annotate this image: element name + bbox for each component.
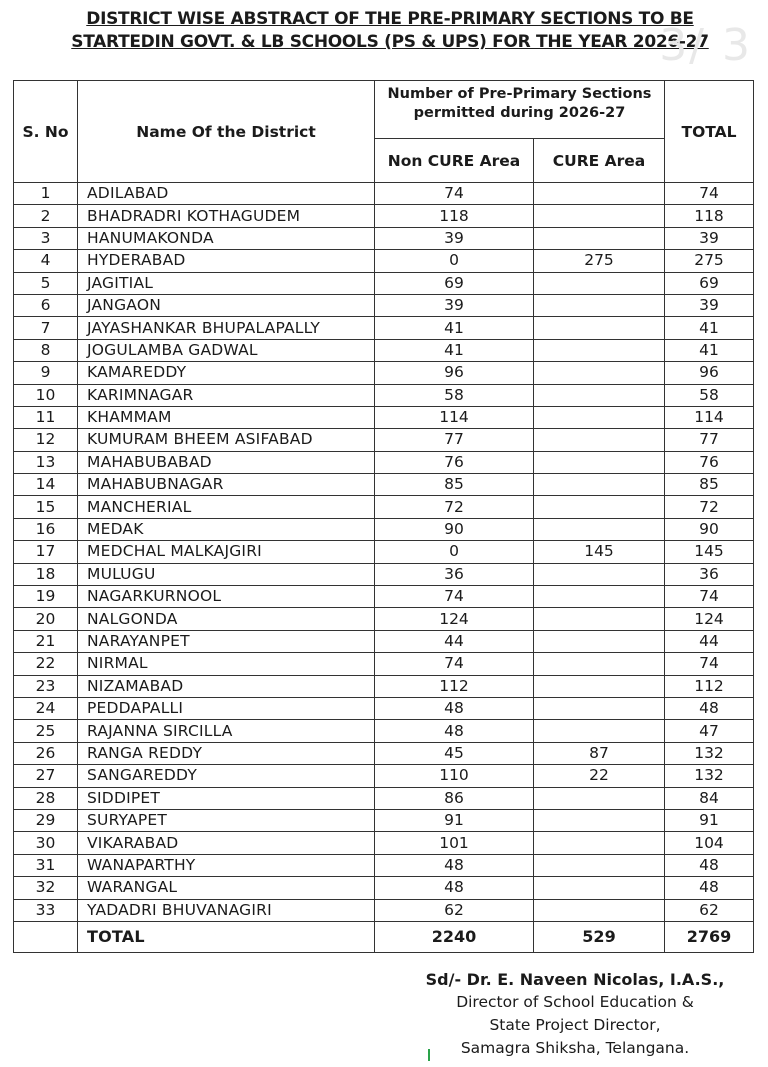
row-sno: 33 [14, 899, 78, 921]
row-sno: 27 [14, 765, 78, 787]
row-sno: 17 [14, 541, 78, 563]
row-district-name: NALGONDA [78, 608, 375, 630]
totals-sno [14, 921, 78, 952]
row-total: 90 [665, 518, 754, 540]
row-district-name: KARIMNAGAR [78, 384, 375, 406]
totals-row [14, 921, 754, 952]
table-row [14, 563, 754, 585]
totals-non-cure: 2240 [375, 921, 534, 952]
row-non-cure: 110 [375, 765, 534, 787]
row-non-cure: 0 [375, 541, 534, 563]
document-title [30, 8, 750, 54]
row-district-name: YADADRI BHUVANAGIRI [78, 899, 375, 921]
row-district-name: KUMURAM BHEEM ASIFABAD [78, 429, 375, 451]
row-cure [534, 608, 665, 630]
row-cure [534, 563, 665, 585]
row-sno: 8 [14, 339, 78, 361]
row-cure [534, 362, 665, 384]
row-sno: 29 [14, 809, 78, 831]
row-sno: 5 [14, 272, 78, 294]
row-total: 39 [665, 294, 754, 316]
header-sno: S. No [14, 81, 78, 183]
signature-designation-1: Director of School Education & [456, 993, 694, 1011]
table-row [14, 608, 754, 630]
row-non-cure: 48 [375, 720, 534, 742]
row-non-cure: 74 [375, 653, 534, 675]
row-sno: 20 [14, 608, 78, 630]
row-non-cure: 0 [375, 250, 534, 272]
row-sno: 13 [14, 451, 78, 473]
table-row [14, 250, 754, 272]
row-sno: 32 [14, 877, 78, 899]
table-row [14, 720, 754, 742]
row-total: 104 [665, 832, 754, 854]
row-cure [534, 809, 665, 831]
row-non-cure: 41 [375, 339, 534, 361]
row-cure: 22 [534, 765, 665, 787]
row-total: 132 [665, 765, 754, 787]
row-non-cure: 114 [375, 406, 534, 428]
row-total: 72 [665, 496, 754, 518]
row-total: 85 [665, 474, 754, 496]
row-total: 69 [665, 272, 754, 294]
row-cure [534, 854, 665, 876]
table-row [14, 653, 754, 675]
table-row [14, 832, 754, 854]
row-district-name: VIKARABAD [78, 832, 375, 854]
row-non-cure: 39 [375, 294, 534, 316]
row-district-name: WARANGAL [78, 877, 375, 899]
row-cure [534, 339, 665, 361]
header-district: Name Of the District [78, 81, 375, 183]
row-non-cure: 91 [375, 809, 534, 831]
table-row [14, 742, 754, 764]
row-total: 124 [665, 608, 754, 630]
row-total: 58 [665, 384, 754, 406]
row-non-cure: 118 [375, 205, 534, 227]
row-sno: 10 [14, 384, 78, 406]
header-group: Number of Pre-Primary Sections permitted during 2026-27 [375, 81, 665, 139]
header-cure: CURE Area [534, 139, 665, 183]
row-district-name: NIZAMABAD [78, 675, 375, 697]
row-sno: 3 [14, 227, 78, 249]
row-non-cure: 74 [375, 586, 534, 608]
row-non-cure: 36 [375, 563, 534, 585]
row-total: 62 [665, 899, 754, 921]
table-row [14, 765, 754, 787]
header-total: TOTAL [665, 81, 754, 183]
row-sno: 22 [14, 653, 78, 675]
table-row [14, 541, 754, 563]
table-row [14, 406, 754, 428]
table-row [14, 183, 754, 205]
row-district-name: HYDERABAD [78, 250, 375, 272]
row-sno: 7 [14, 317, 78, 339]
row-sno: 26 [14, 742, 78, 764]
row-district-name: JOGULAMBA GADWAL [78, 339, 375, 361]
signature-block [385, 968, 765, 1060]
row-district-name: BHADRADRI KOTHAGUDEM [78, 205, 375, 227]
page-watermark: 3/ 3 [659, 20, 752, 71]
row-sno: 12 [14, 429, 78, 451]
row-cure [534, 496, 665, 518]
row-non-cure: 45 [375, 742, 534, 764]
row-cure [534, 474, 665, 496]
row-cure: 145 [534, 541, 665, 563]
table-row [14, 429, 754, 451]
row-non-cure: 76 [375, 451, 534, 473]
row-district-name: SURYAPET [78, 809, 375, 831]
row-cure [534, 586, 665, 608]
row-total: 84 [665, 787, 754, 809]
row-sno: 1 [14, 183, 78, 205]
row-total: 74 [665, 653, 754, 675]
table-body [14, 183, 754, 922]
table-row [14, 630, 754, 652]
row-district-name: KAMAREDDY [78, 362, 375, 384]
row-district-name: WANAPARTHY [78, 854, 375, 876]
header-non-cure: Non CURE Area [375, 139, 534, 183]
title-line-1: DISTRICT WISE ABSTRACT OF THE PRE-PRIMARY SECTIONS TO BE [86, 9, 694, 29]
row-total: 36 [665, 563, 754, 585]
signature-designation-3: Samagra Shiksha, Telangana. [460, 1039, 690, 1057]
row-cure: 275 [534, 250, 665, 272]
row-total: 76 [665, 451, 754, 473]
row-non-cure: 96 [375, 362, 534, 384]
row-total: 48 [665, 877, 754, 899]
row-sno: 30 [14, 832, 78, 854]
row-non-cure: 44 [375, 630, 534, 652]
row-non-cure: 41 [375, 317, 534, 339]
table-row [14, 384, 754, 406]
row-district-name: RAJANNA SIRCILLA [78, 720, 375, 742]
row-cure [534, 518, 665, 540]
row-total: 74 [665, 183, 754, 205]
table-row [14, 227, 754, 249]
row-total: 39 [665, 227, 754, 249]
row-total: 77 [665, 429, 754, 451]
row-total: 145 [665, 541, 754, 563]
row-cure [534, 317, 665, 339]
row-non-cure: 39 [375, 227, 534, 249]
row-district-name: MANCHERIAL [78, 496, 375, 518]
row-cure [534, 272, 665, 294]
table-row [14, 451, 754, 473]
signature-name: Sd/- Dr. E. Naveen Nicolas, I.A.S., [425, 970, 725, 989]
table-row [14, 362, 754, 384]
table-row [14, 675, 754, 697]
row-district-name: MEDAK [78, 518, 375, 540]
row-cure: 87 [534, 742, 665, 764]
row-sno: 23 [14, 675, 78, 697]
row-sno: 21 [14, 630, 78, 652]
signature-designation-2: State Project Director, [489, 1016, 661, 1034]
row-sno: 31 [14, 854, 78, 876]
row-sno: 6 [14, 294, 78, 316]
table-row [14, 474, 754, 496]
table-row [14, 272, 754, 294]
row-cure [534, 183, 665, 205]
row-non-cure: 90 [375, 518, 534, 540]
row-district-name: JAGITIAL [78, 272, 375, 294]
row-sno: 11 [14, 406, 78, 428]
table-row [14, 317, 754, 339]
row-cure [534, 205, 665, 227]
row-total: 47 [665, 720, 754, 742]
row-non-cure: 101 [375, 832, 534, 854]
row-district-name: NIRMAL [78, 653, 375, 675]
row-district-name: SIDDIPET [78, 787, 375, 809]
row-district-name: MEDCHAL MALKAJGIRI [78, 541, 375, 563]
row-sno: 25 [14, 720, 78, 742]
row-non-cure: 48 [375, 854, 534, 876]
pen-mark [428, 1049, 430, 1061]
row-cure [534, 787, 665, 809]
row-cure [534, 697, 665, 719]
row-sno: 19 [14, 586, 78, 608]
row-sno: 16 [14, 518, 78, 540]
table-row [14, 697, 754, 719]
row-cure [534, 675, 665, 697]
row-total: 41 [665, 317, 754, 339]
row-sno: 9 [14, 362, 78, 384]
row-non-cure: 112 [375, 675, 534, 697]
row-sno: 15 [14, 496, 78, 518]
table-row [14, 899, 754, 921]
table-row [14, 518, 754, 540]
row-non-cure: 85 [375, 474, 534, 496]
row-non-cure: 74 [375, 183, 534, 205]
row-cure [534, 429, 665, 451]
row-total: 118 [665, 205, 754, 227]
table-row [14, 877, 754, 899]
table-row [14, 339, 754, 361]
row-sno: 18 [14, 563, 78, 585]
row-district-name: MULUGU [78, 563, 375, 585]
row-total: 112 [665, 675, 754, 697]
row-cure [534, 451, 665, 473]
row-district-name: PEDDAPALLI [78, 697, 375, 719]
row-district-name: NAGARKURNOOL [78, 586, 375, 608]
row-cure [534, 653, 665, 675]
row-non-cure: 86 [375, 787, 534, 809]
row-cure [534, 877, 665, 899]
row-sno: 28 [14, 787, 78, 809]
row-cure [534, 227, 665, 249]
row-district-name: RANGA REDDY [78, 742, 375, 764]
district-table [13, 80, 754, 953]
row-total: 41 [665, 339, 754, 361]
row-total: 48 [665, 697, 754, 719]
row-district-name: NARAYANPET [78, 630, 375, 652]
table-row [14, 205, 754, 227]
row-sno: 14 [14, 474, 78, 496]
row-cure [534, 384, 665, 406]
totals-cure: 529 [534, 921, 665, 952]
title-line-2: STARTEDIN GOVT. & LB SCHOOLS (PS & UPS) FOR THE YEAR 2026-27 [71, 32, 709, 52]
row-total: 275 [665, 250, 754, 272]
row-total: 132 [665, 742, 754, 764]
row-district-name: KHAMMAM [78, 406, 375, 428]
row-non-cure: 58 [375, 384, 534, 406]
row-cure [534, 294, 665, 316]
row-district-name: JAYASHANKAR BHUPALAPALLY [78, 317, 375, 339]
totals-label: TOTAL [78, 921, 375, 952]
row-total: 96 [665, 362, 754, 384]
totals-total: 2769 [665, 921, 754, 952]
table-row [14, 854, 754, 876]
table-row [14, 586, 754, 608]
row-non-cure: 69 [375, 272, 534, 294]
row-non-cure: 77 [375, 429, 534, 451]
row-non-cure: 62 [375, 899, 534, 921]
row-district-name: JANGAON [78, 294, 375, 316]
row-cure [534, 720, 665, 742]
table-row [14, 787, 754, 809]
row-total: 44 [665, 630, 754, 652]
row-total: 91 [665, 809, 754, 831]
row-district-name: SANGAREDDY [78, 765, 375, 787]
row-non-cure: 124 [375, 608, 534, 630]
row-sno: 4 [14, 250, 78, 272]
row-non-cure: 48 [375, 877, 534, 899]
table-row [14, 294, 754, 316]
row-sno: 2 [14, 205, 78, 227]
row-sno: 24 [14, 697, 78, 719]
row-cure [534, 899, 665, 921]
table-row [14, 809, 754, 831]
row-district-name: ADILABAD [78, 183, 375, 205]
row-total: 114 [665, 406, 754, 428]
row-cure [534, 406, 665, 428]
row-district-name: HANUMAKONDA [78, 227, 375, 249]
row-cure [534, 630, 665, 652]
row-district-name: MAHABUBABAD [78, 451, 375, 473]
row-non-cure: 72 [375, 496, 534, 518]
row-total: 74 [665, 586, 754, 608]
row-cure [534, 832, 665, 854]
row-district-name: MAHABUBNAGAR [78, 474, 375, 496]
row-total: 48 [665, 854, 754, 876]
row-non-cure: 48 [375, 697, 534, 719]
table-row [14, 496, 754, 518]
